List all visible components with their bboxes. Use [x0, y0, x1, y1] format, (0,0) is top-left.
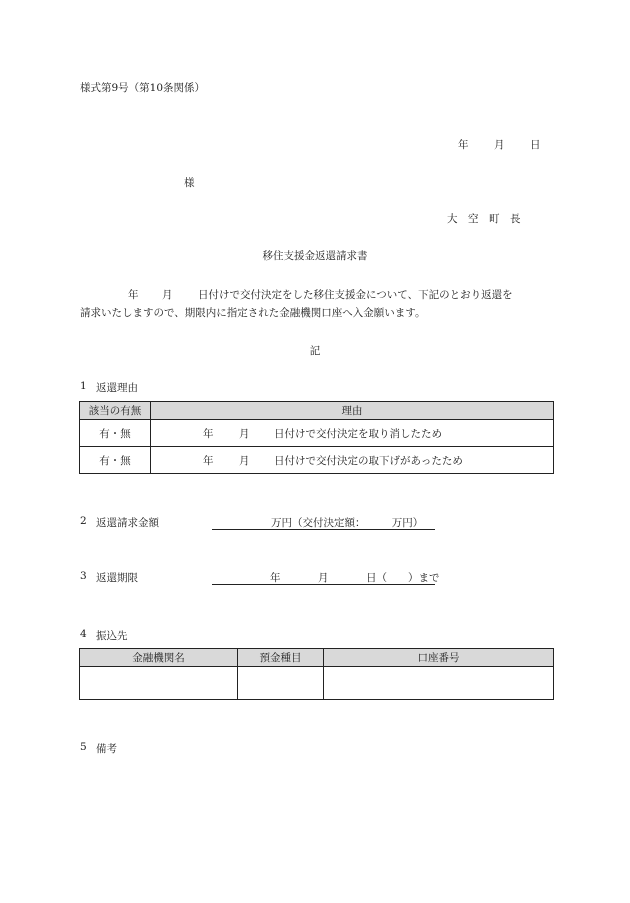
- date-day: 日: [530, 139, 541, 151]
- check-cell[interactable]: 有・無: [80, 447, 151, 474]
- deadline-month[interactable]: 月: [318, 572, 329, 584]
- reason-text: 日付けで交付決定の取下げがあったため: [274, 455, 463, 467]
- table-header-row: [80, 402, 554, 420]
- reason-year: 年: [203, 428, 214, 440]
- table-row: [80, 667, 554, 700]
- amount-value[interactable]: 万円（交付決定額： 万円）: [271, 517, 424, 529]
- header-applicable: 該当の有無: [80, 402, 151, 420]
- section5-title: 備考: [96, 743, 117, 755]
- reason-cell: [151, 420, 554, 447]
- bank-name-cell[interactable]: [80, 667, 238, 700]
- reason-cell: [151, 447, 554, 474]
- section4-title: 振込先: [96, 630, 128, 642]
- intro-text-line2: 請求いたしますので、期限内に指定された金融機関口座へ入金願います。: [80, 307, 426, 319]
- reason-text: 日付けで交付決定を取り消したため: [274, 428, 442, 440]
- header-bank-name: 金融機関名: [80, 649, 238, 667]
- deadline-day[interactable]: 日（ ）まで: [366, 572, 440, 584]
- table-header-row: [80, 649, 554, 667]
- addressee-suffix: 様: [184, 177, 195, 189]
- section2-title: 返還請求金額: [96, 517, 159, 529]
- account-number-cell[interactable]: [324, 667, 554, 700]
- header-account-number: 口座番号: [324, 649, 554, 667]
- section4-number: 4: [80, 628, 87, 640]
- deadline-year[interactable]: 年: [270, 572, 281, 584]
- form-number: 様式第9号（第10条関係）: [80, 82, 206, 94]
- reason-month: 月: [239, 455, 250, 467]
- ki-heading: 記: [309, 345, 321, 357]
- issuer: 大 空 町 長: [447, 213, 521, 225]
- reason-month: 月: [239, 428, 250, 440]
- reason-table: [79, 401, 554, 474]
- bank-table: [79, 648, 554, 700]
- section3-number: 3: [80, 570, 87, 582]
- reason-year: 年: [203, 455, 214, 467]
- header-reason: 理由: [151, 402, 554, 420]
- section1-title: 返還理由: [96, 382, 138, 394]
- table-row: [80, 420, 554, 447]
- intro-year: 年: [128, 289, 139, 301]
- section2-number: 2: [80, 515, 87, 527]
- intro-text-line1: 日付けで交付決定をした移住支援金について、下記のとおり返還を: [198, 289, 513, 301]
- date-year: 年: [458, 139, 469, 151]
- intro-month: 月: [162, 289, 173, 301]
- section3-title: 返還期限: [96, 572, 138, 584]
- date-month: 月: [494, 139, 505, 151]
- section1-number: 1: [80, 380, 87, 392]
- account-type-cell[interactable]: [238, 667, 324, 700]
- check-cell[interactable]: 有・無: [80, 420, 151, 447]
- table-row: [80, 447, 554, 474]
- section5-number: 5: [80, 741, 87, 753]
- header-account-type: 預金種目: [238, 649, 324, 667]
- document-title: 移住支援金返還請求書: [262, 250, 368, 262]
